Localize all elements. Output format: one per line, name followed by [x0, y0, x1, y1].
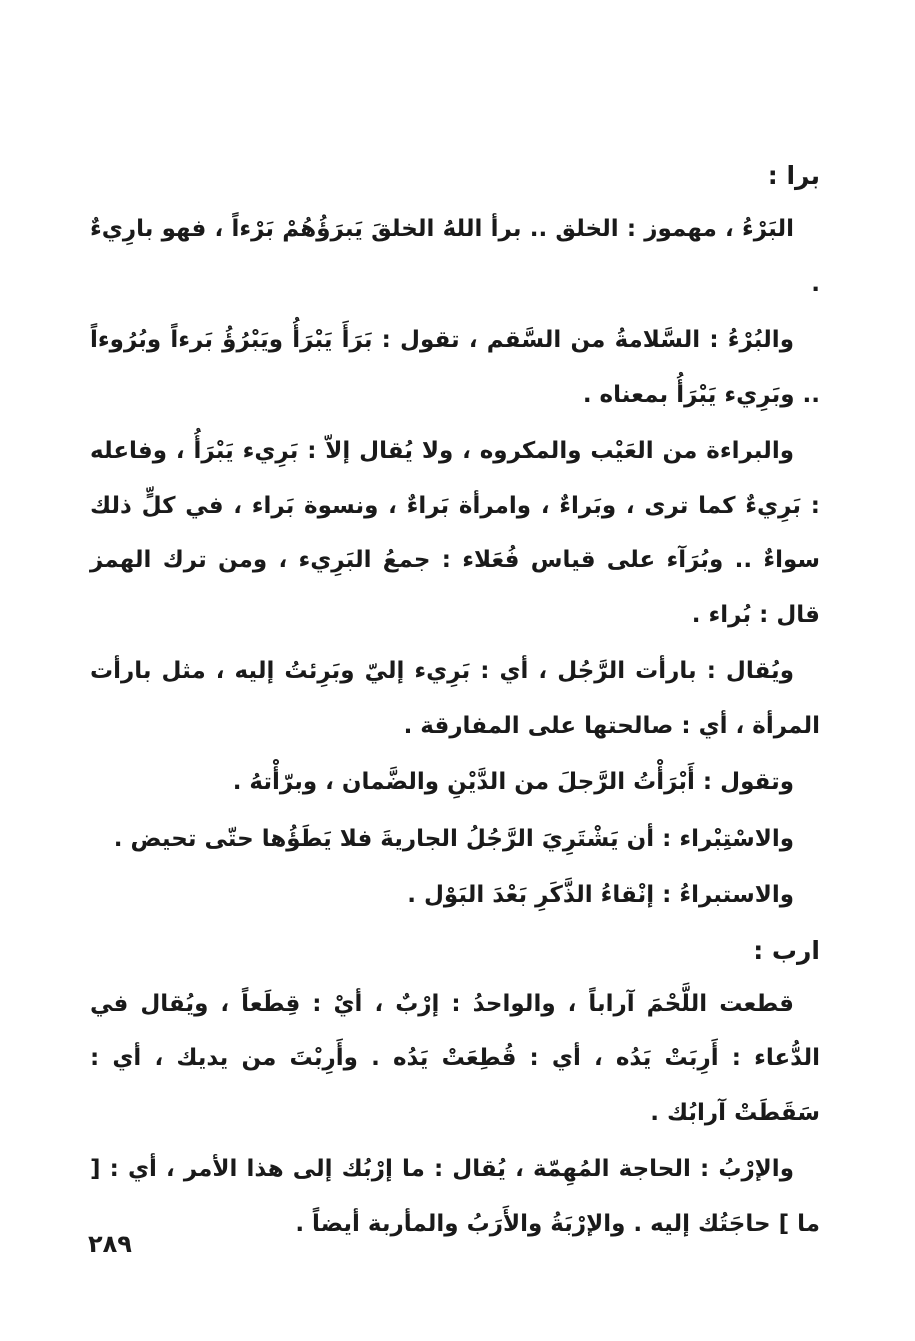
page-body [90, 150, 820, 1253]
paragraph: والاسْتِبْراء : أن يَشْتَرِيَ الرَّجُلُ الجاريةَ فلا يَطَؤُها حتّى تحيض . [113, 825, 794, 852]
paragraph: قطعت اللَّحْمَ آراباً ، والواحدُ : إرْبٌ ، أيْ : قِطَعاً ، ويُقال في الدُّعاء : أَرِبَتْ يَدُه ، أي : قُطِعَتْ يَدُه . وأَرِبْتَ من يديك ، أي : سَقَطَتْ آرابُك . [90, 990, 820, 1126]
paragraph: البَرْءُ ، مهموز : الخلق .. برأ اللهُ الخلقَ يَبرَؤُهُمْ بَرْءاً ، فهو بارِيءٌ . [90, 216, 820, 297]
paragraph: والاستبراءُ : إنْقاءُ الذَّكَرِ بَعْدَ البَوْل . [407, 882, 794, 908]
paragraph: ويُقال : بارأت الرَّجُل ، أي : بَرِيء إليّ وبَرِئتُ إليه ، مثل بارأت المرأة ، أي : صالحتها على المفارقة . [90, 658, 820, 739]
entry-heading-arab: ارب : [753, 935, 820, 965]
paragraph: والبراءة من العَيْب والمكروه ، ولا يُقال إلاّ : بَرِيء يَبْرَأُ ، وفاعله : بَرِيءٌ كما ترى ، وبَراءٌ ، وامرأة بَراءٌ ، ونسوة بَراء ، في كلٍّ ذلك سواءٌ .. وبُرَآء على قياس فُعَلاء : جمعُ البَرِيء ، ومن ترك الهمز قال : بُراء . [90, 438, 820, 628]
page-number: ٢٨٩ [88, 1230, 132, 1258]
entry-heading-bara: برا : [767, 161, 820, 190]
paragraph: والبُرْءُ : السَّلامةُ من السَّقم ، تقول : بَرَأَ يَبْرَأُ ويَبْرُؤُ بَرءاً وبُرُوءاً .. وبَرِيء يَبْرَأُ بمعناه . [90, 327, 820, 408]
paragraph: والإرْبُ : الحاجة المُهِمّة ، يُقال : ما إرْبُك إلى هذا الأمر ، أي : [ ما ] حاجَتُك إليه . والإرْبَةُ والأَرَبُ والمأربة أيضاً . [90, 1156, 820, 1237]
paragraph: وتقول : أَبْرَأْتُ الرَّجلَ من الدَّيْنِ والضَّمان ، وبرّأْتهُ . [232, 769, 794, 795]
